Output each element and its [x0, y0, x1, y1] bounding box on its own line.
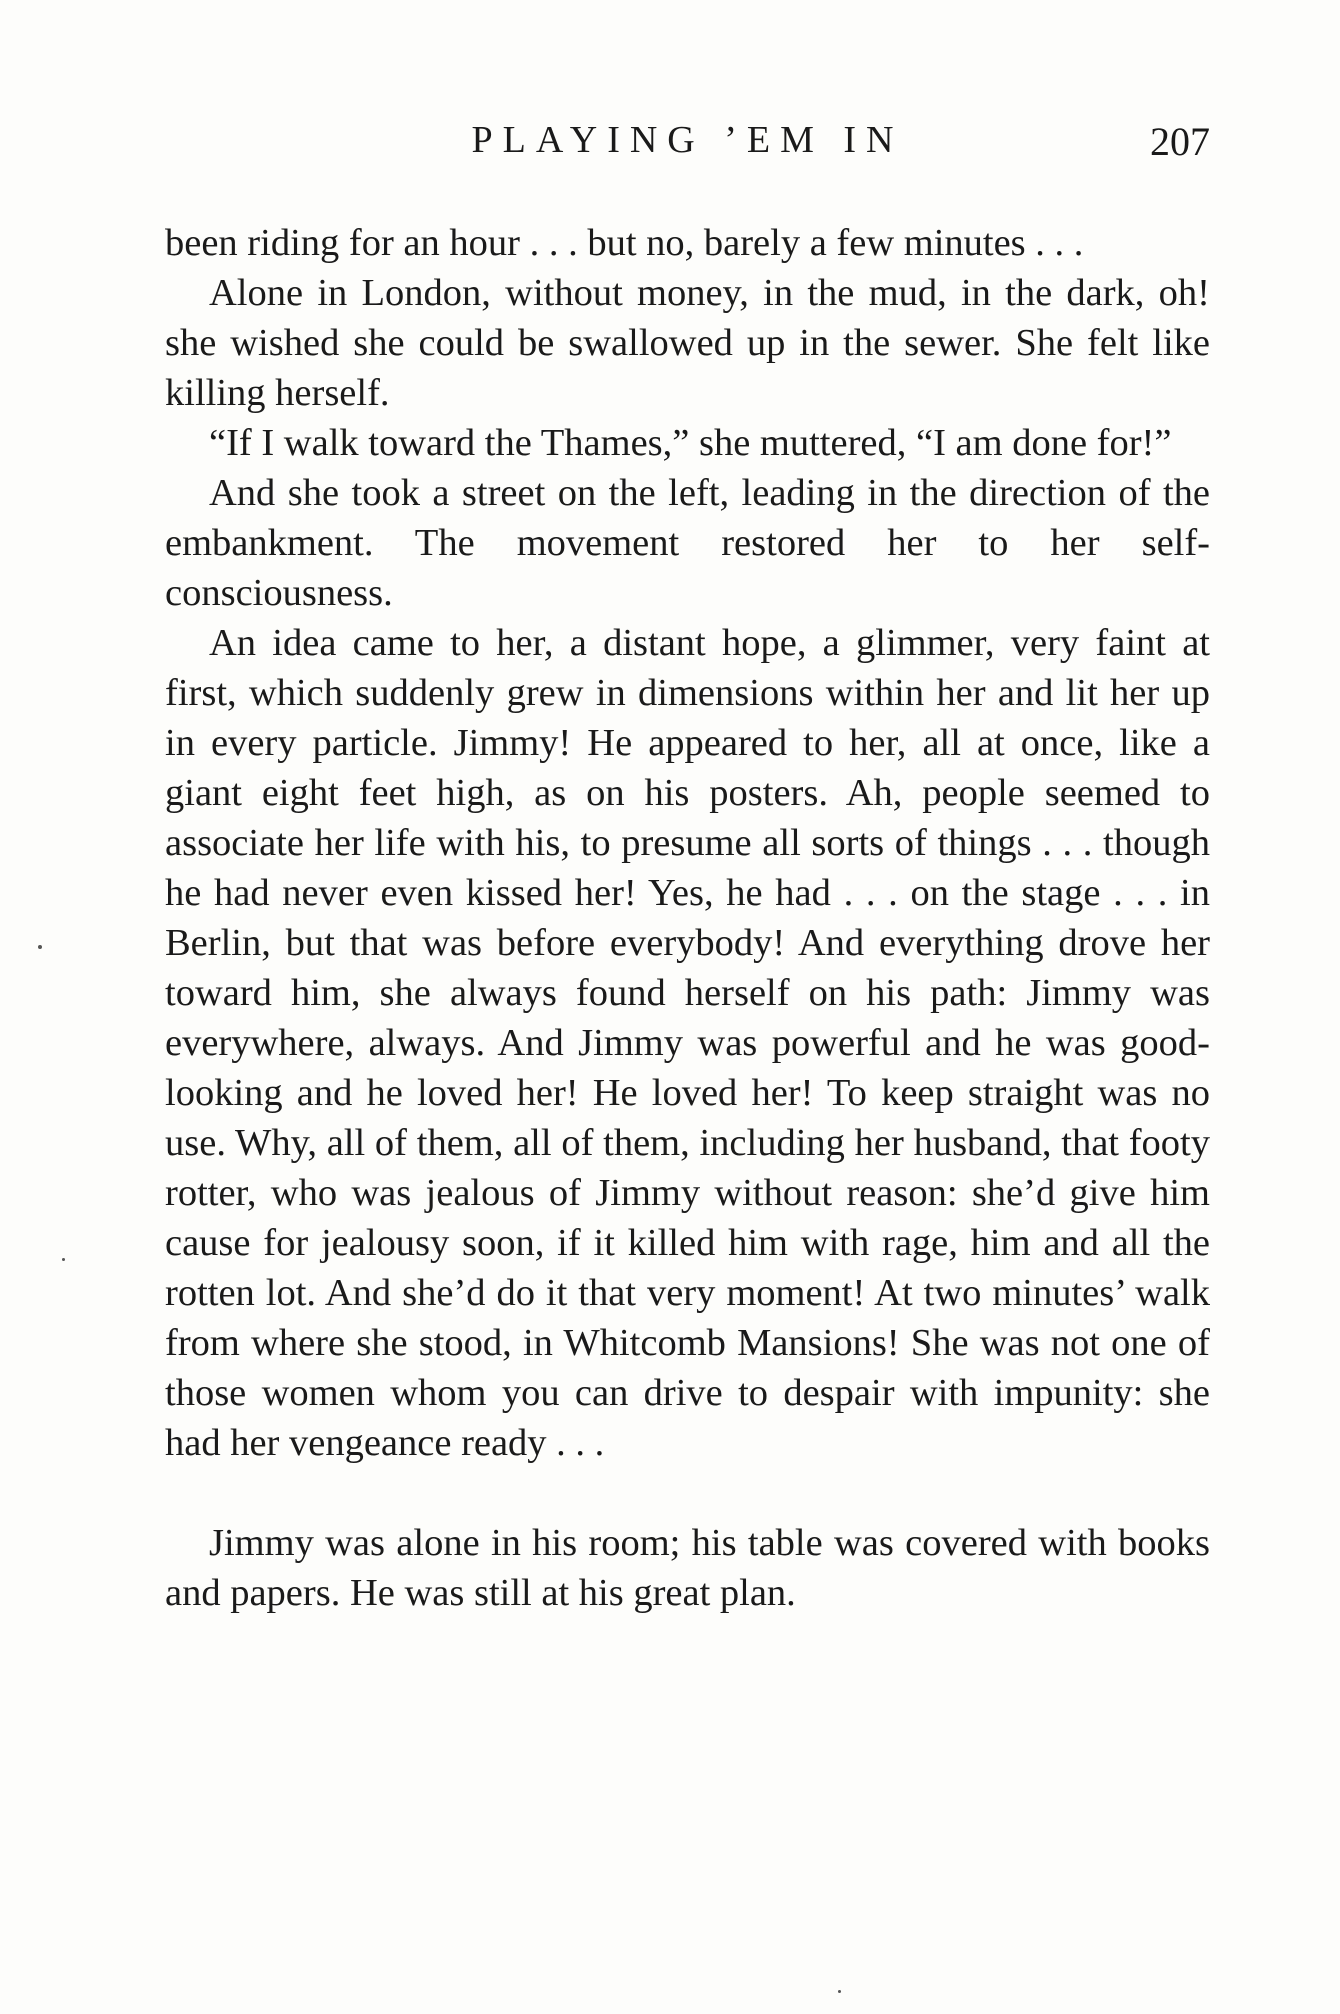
paragraph: An idea came to her, a distant hope, a glimmer, very faint at first, which suddenly grew in dimensions within her and lit her up in every particle. Jimmy! He appeared to her, all at once, like a giant eight feet high, as on his posters. Ah, people seemed to associate her life with his, to presume all sorts of things . . . though he had never even kissed her! Yes, he had . . . on the stage . . . in Berlin, but that was before everybody! And everything drove her toward him, she always found herself on his path: Jimmy was everywhere, always. And Jimmy was powerful and he was good-looking and he loved her! He loved her! To keep straight was no use. Why, all of them, all of them, including her husband, that footy rotter, who was jealous of Jimmy without reason: she’d give him cause for jealousy soon, if it killed him with rage, him and all the rotten lot. And she’d do it that very moment! At two minutes’ walk from where she stood, in Whitcomb Mansions! She was not one of those women whom you can drive to despair with impunity: she had her vengeance ready . . . — [165, 622, 1210, 1464]
running-title: PLAYING ’EM IN — [471, 119, 904, 161]
paragraph: Alone in London, without money, in the mud, in the dark, oh! she wished she could be swallowed up in the sewer. She felt like killing herself. — [165, 272, 1210, 414]
running-head — [165, 118, 1210, 168]
paragraph-new-section: Jimmy was alone in his room; his table was covered with books and papers. He was still at his great plan. — [165, 1522, 1210, 1614]
paragraph-continuation: been riding for an hour . . . but no, barely a few minutes . . . — [165, 222, 1084, 264]
page-speck — [62, 1258, 65, 1261]
paragraph: “If I walk toward the Thames,” she muttered, “I am done for!” — [209, 422, 1172, 464]
body-text — [165, 218, 1210, 1618]
paragraph: And she took a street on the left, leading in the direction of the embankment. The movement restored her to her self-consciousness. — [165, 472, 1210, 614]
page-speck — [838, 1990, 841, 1993]
page-speck — [38, 945, 42, 949]
page-number: 207 — [1150, 119, 1210, 164]
